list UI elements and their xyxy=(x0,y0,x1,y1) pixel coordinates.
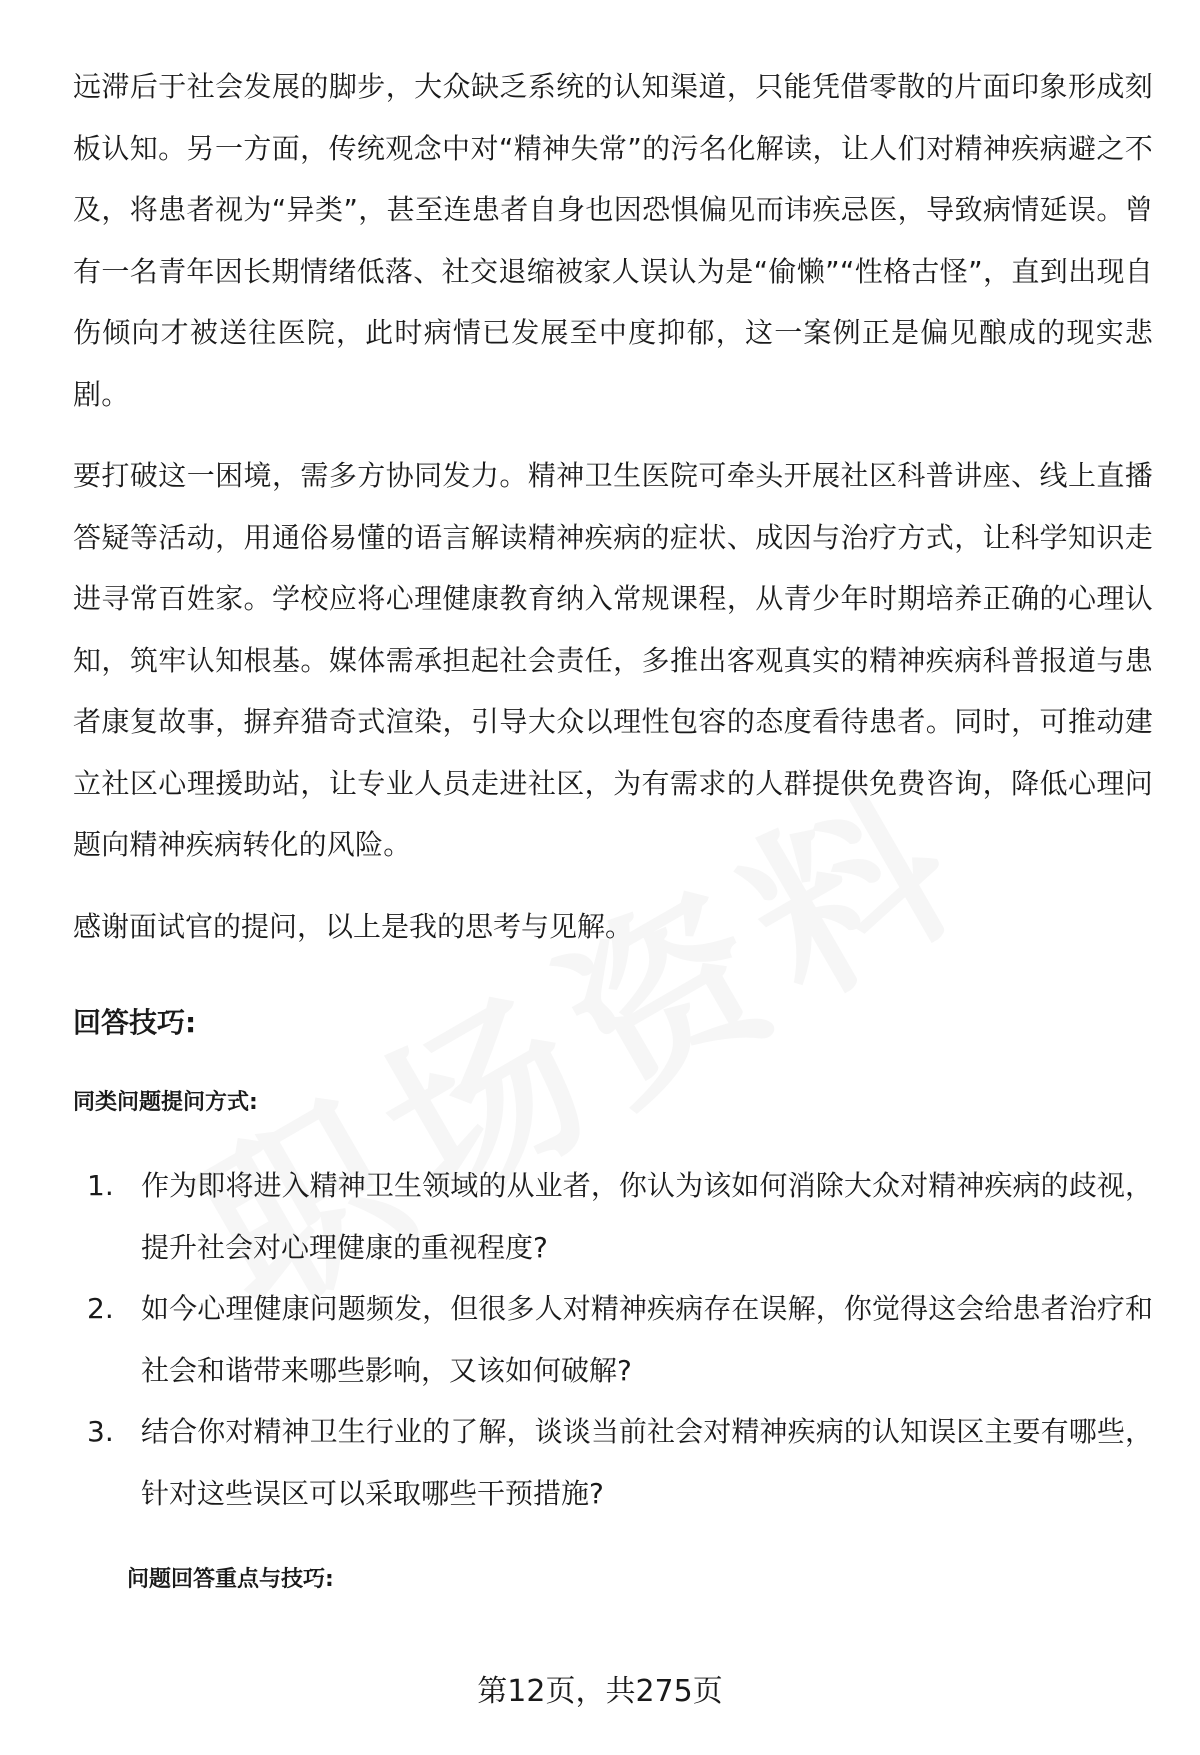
similar-questions-heading: 同类问题提问方式: xyxy=(73,1090,258,1115)
closing-line: 感谢面试官的提问，以上是我的思考与见解。 xyxy=(73,909,634,943)
list-number: 1. xyxy=(87,1169,114,1202)
list-text: 如今心理健康问题频发，但很多人对精神疾病存在误解，你觉得这会给患者治疗和社会和谐带来哪些影响，又该如何破解? xyxy=(141,1292,1153,1387)
body-paragraph-2: 要打破这一困境，需多方协同发力。精神卫生医院可牵头开展社区科普讲座、线上直播答疑等活动，用通俗易懂的语言解读精神疾病的症状、成因与治疗方式，让科学知识走进寻常百姓家。学校应将心理健康教育纳入常规课程，从青少年时期培养正确的心理认知，筑牢认知根基。媒体需承担起社会责任，多推出客观真实的精神疾病科普报道与患者康复故事，摒弃猎奇式渲染，引导大众以理性包容的态度看待患者。同时，可推动建立社区心理援助站，让专业人员走进社区，为有需求的人群提供免费咨询，降低心理问题向精神疾病转化的风险。 xyxy=(73,459,1153,861)
list-item xyxy=(73,1155,1153,1278)
similar-questions-list xyxy=(73,1155,1153,1524)
list-item xyxy=(73,1278,1153,1401)
list-number: 3. xyxy=(87,1415,114,1448)
body-paragraph-1: 远滞后于社会发展的脚步，大众缺乏系统的认知渠道，只能凭借零散的片面印象形成刻板认知。另一方面，传统观念中对“精神失常”的污名化解读，让人们对精神疾病避之不及，将患者视为“异类”，甚至连患者自身也因恐惧偏见而讳疾忌医，导致病情延误。曾有一名青年因长期情绪低落、社交退缩被家人误认为是“偷懒”“性格古怪”，直到出现自伤倾向才被送往医院，此时病情已发展至中度抑郁，这一案例正是偏见酿成的现实悲剧。 xyxy=(73,70,1153,411)
list-text: 作为即将进入精神卫生领域的从业者，你认为该如何消除大众对精神疾病的歧视，提升社会对心理健康的重视程度? xyxy=(141,1169,1153,1264)
list-number: 2. xyxy=(87,1292,114,1325)
list-item xyxy=(73,1401,1153,1524)
page-content xyxy=(73,56,1153,1596)
key-points-heading: 问题回答重点与技巧: xyxy=(127,1567,334,1592)
tips-heading: 回答技巧: xyxy=(73,1006,197,1039)
list-text: 结合你对精神卫生行业的了解，谈谈当前社会对精神疾病的认知误区主要有哪些，针对这些误区可以采取哪些干预措施? xyxy=(141,1415,1153,1510)
page-number-footer: 第12页，共275页 xyxy=(477,1674,723,1709)
